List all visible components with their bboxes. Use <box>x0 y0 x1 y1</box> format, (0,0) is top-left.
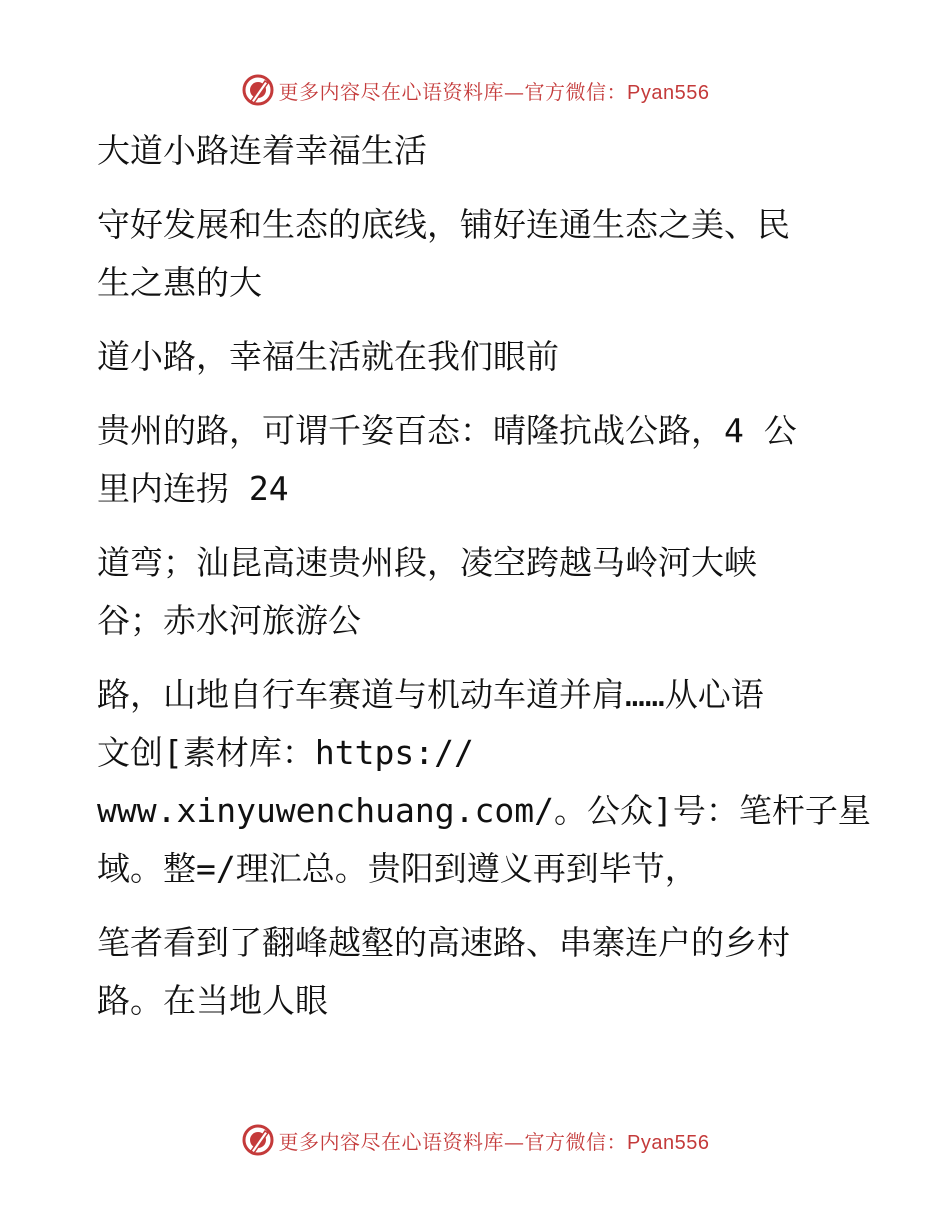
paragraph <box>97 196 837 312</box>
banner-text: 更多内容尽在心语资料库—官方微信：Pyan556 <box>278 1129 710 1154</box>
document-body <box>97 122 871 1030</box>
text-line: 笔者看到了翻峰越壑的高速路、串寨连户的乡村 <box>97 923 790 962</box>
text-line: 道弯；汕昆高速贵州段，凌空跨越马岭河大峡 <box>97 543 757 582</box>
banner-text: 更多内容尽在心语资料库—官方微信：Pyan556 <box>278 79 710 104</box>
text-line: 路。在当地人眼 <box>97 981 328 1020</box>
text-line: 贵州的路，可谓千姿百态：晴隆抗战公路，4 公 <box>97 411 797 450</box>
pen-logo-icon <box>241 73 275 107</box>
text-line: 大道小路连着幸福生活 <box>97 131 427 170</box>
paragraph <box>97 914 837 1030</box>
text-line: 守好发展和生态的底线，铺好连通生态之美、民 <box>97 205 790 244</box>
text-line: 里内连拐 24 <box>97 469 289 508</box>
text-line: 文创[素材库：https:// <box>97 733 474 772</box>
paragraph <box>97 328 837 386</box>
paragraph <box>97 666 871 898</box>
text-line: 路，山地自行车赛道与机动车道并肩……从心语 <box>97 675 764 714</box>
header-banner <box>0 70 950 110</box>
footer-banner <box>0 1120 950 1160</box>
pen-logo-icon <box>241 1123 275 1157</box>
text-line: 谷；赤水河旅游公 <box>97 601 361 640</box>
text-line: 生之惠的大 <box>97 263 262 302</box>
paragraph <box>97 402 837 518</box>
text-line: www.xinyuwenchuang.com/。公众]号：笔杆子星 <box>97 791 871 830</box>
text-line: 域。整=/理汇总。贵阳到遵义再到毕节， <box>97 849 698 888</box>
paragraph <box>97 534 837 650</box>
text-line: 道小路，幸福生活就在我们眼前 <box>97 337 559 376</box>
paragraph <box>97 122 837 180</box>
